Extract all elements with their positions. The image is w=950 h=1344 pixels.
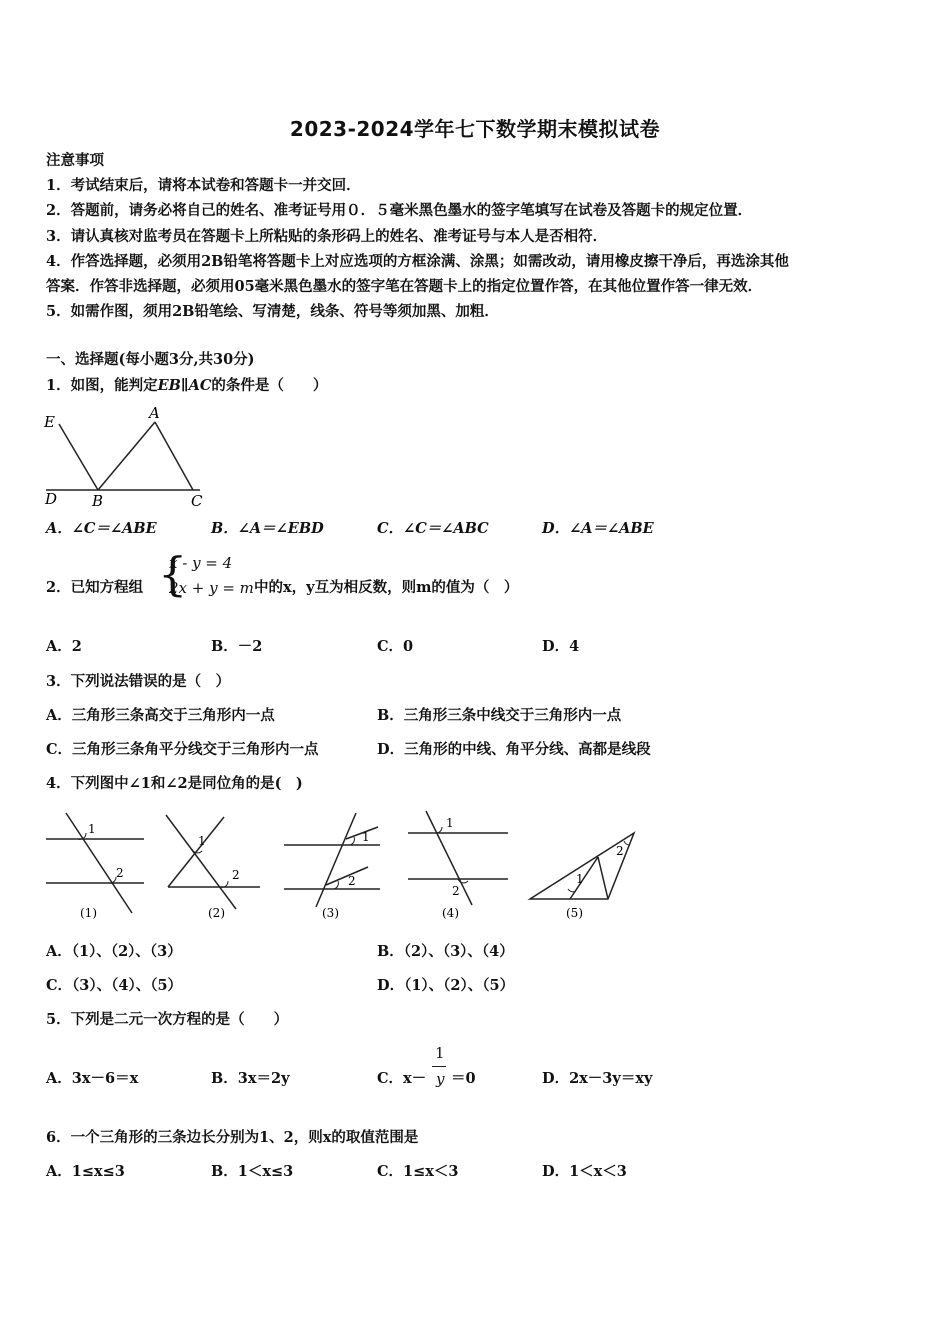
equation-1: x - y = 4 — [169, 554, 233, 572]
notice-heading: 注意事项 — [46, 152, 104, 169]
question-5-option-c[interactable]: C．x－ — [377, 1070, 427, 1087]
figure-caption: (3) — [322, 906, 339, 920]
fraction-denominator: y — [436, 1070, 445, 1088]
angle-label-2: 2 — [348, 874, 356, 888]
question-2-option-d[interactable]: D．4 — [542, 638, 580, 655]
question-3-option-c[interactable]: C．三角形三条角平分线交于三角形内一点 — [46, 741, 319, 758]
question-5-option-d[interactable]: D．2x－3y＝xy — [542, 1070, 653, 1087]
point-label-a: A — [149, 404, 160, 422]
figure-caption: (2) — [208, 906, 225, 920]
question-2-option-b[interactable]: B．－2 — [211, 638, 263, 655]
equation-system — [158, 547, 258, 604]
angle-label-1: 1 — [576, 872, 584, 886]
angle-label-1: 1 — [446, 816, 454, 830]
figure-caption: (1) — [80, 906, 97, 920]
equation-2: 2x + y = m — [169, 579, 254, 597]
question-6-option-d[interactable]: D．1＜x＜3 — [542, 1163, 627, 1180]
question-2-prefix: 2．已知方程组 — [46, 579, 144, 596]
question-4-option-c[interactable]: C．（3）、（4）、（5） — [46, 977, 183, 994]
question-3-option-a[interactable]: A．三角形三条高交于三角形内一点 — [46, 707, 275, 724]
brace-symbol: { — [158, 547, 188, 601]
angle-label-2: 2 — [232, 868, 240, 882]
question-2-option-c[interactable]: C．0 — [377, 638, 414, 655]
question-4-option-a[interactable]: A．（1）、（2）、（3） — [46, 943, 182, 960]
notice-item: 4．作答选择题，必须用2B铅笔将答题卡上对应选项的方框涂满、涂黑；如需改动，请用橡皮擦干净后，再选涂其他 — [46, 253, 789, 270]
angle-label-1: 1 — [198, 834, 206, 848]
question-6-stem: 6．一个三角形的三条边长分别为1、2，则x的取值范围是 — [46, 1129, 419, 1146]
point-label-e: E — [44, 413, 55, 431]
question-4-option-b[interactable]: B．（2）、（3）、（4） — [377, 943, 514, 960]
figure-3 — [284, 813, 380, 920]
question-4-figures — [40, 805, 650, 927]
fraction-numerator: 1 — [435, 1044, 445, 1062]
notice-item: 5．如需作图，须用2B铅笔绘、写清楚，线条、符号等须加黑、加粗． — [46, 303, 499, 320]
angle-label-2: 2 — [452, 884, 460, 898]
figure-2 — [166, 815, 260, 920]
question-6-option-b[interactable]: B．1＜x≤3 — [211, 1163, 294, 1180]
angle-label-1: 1 — [362, 830, 370, 844]
question-1-option-c[interactable]: C．∠C＝∠ABC — [377, 520, 489, 537]
question-4-stem: 4．下列图中∠1和∠2是同位角的是( ) — [46, 775, 303, 792]
question-1-option-b[interactable]: B．∠A＝∠EBD — [211, 520, 324, 537]
figure-5 — [530, 833, 634, 920]
question-1-figure — [40, 402, 215, 510]
question-1-option-a[interactable]: A．∠C＝∠ABE — [46, 520, 157, 537]
fraction-bar — [432, 1066, 446, 1067]
question-3-stem: 3．下列说法错误的是（ ） — [46, 673, 231, 690]
figure-caption: (4) — [442, 906, 459, 920]
question-5-option-b[interactable]: B．3x＝2y — [211, 1070, 290, 1087]
question-3-option-d[interactable]: D．三角形的中线、角平分线、高都是线段 — [377, 741, 651, 758]
figure-4 — [408, 811, 508, 920]
figure-1 — [46, 813, 144, 920]
notice-item: 1．考试结束后，请将本试卷和答题卡一并交回． — [46, 177, 361, 194]
question-2-suffix: 中的x，y互为相反数，则m的值为（ ） — [254, 579, 519, 596]
question-6-option-a[interactable]: A．1≤x≤3 — [46, 1163, 125, 1180]
question-5-stem: 5．下列是二元一次方程的是（ ） — [46, 1011, 289, 1028]
question-2-option-a[interactable]: A．2 — [46, 638, 82, 655]
figure-caption: (5) — [566, 906, 583, 920]
question-5-option-a[interactable]: A．3x－6＝x — [46, 1070, 139, 1087]
angle-label-1: 1 — [88, 822, 96, 836]
notice-item: 3．请认真核对监考员在答题卡上所粘贴的条形码上的姓名、准考证号与本人是否相符． — [46, 228, 608, 245]
angle-label-2: 2 — [616, 844, 624, 858]
point-label-b: B — [92, 492, 104, 510]
notice-item: 答案．作答非选择题，必须用05毫米黑色墨水的签字笔在答题卡上的指定位置作答，在其他位置作答一律无效． — [46, 278, 763, 295]
question-1-stem: 1．如图，能判定EB∥AC的条件是（ ） — [46, 377, 328, 394]
point-label-c: C — [191, 492, 203, 510]
page-title: 2023-2024学年七下数学期末模拟试卷 — [289, 117, 661, 141]
question-4-option-d[interactable]: D．（1）、（2）、（5） — [377, 977, 515, 994]
section-heading: 一、选择题(每小题3分,共30分) — [46, 351, 255, 368]
notice-item: 2．答题前，请务必将自己的姓名、准考证号用０．５毫米黑色墨水的签字笔填写在试卷及答题卡的规定位置． — [46, 202, 753, 219]
angle-label-2: 2 — [116, 866, 124, 880]
point-label-d: D — [45, 490, 58, 508]
question-3-option-b[interactable]: B．三角形三条中线交于三角形内一点 — [377, 707, 622, 724]
question-1-option-d[interactable]: D．∠A＝∠ABE — [542, 520, 654, 537]
question-6-option-c[interactable]: C．1≤x＜3 — [377, 1163, 459, 1180]
question-5-option-c-suffix: ＝0 — [451, 1070, 476, 1087]
